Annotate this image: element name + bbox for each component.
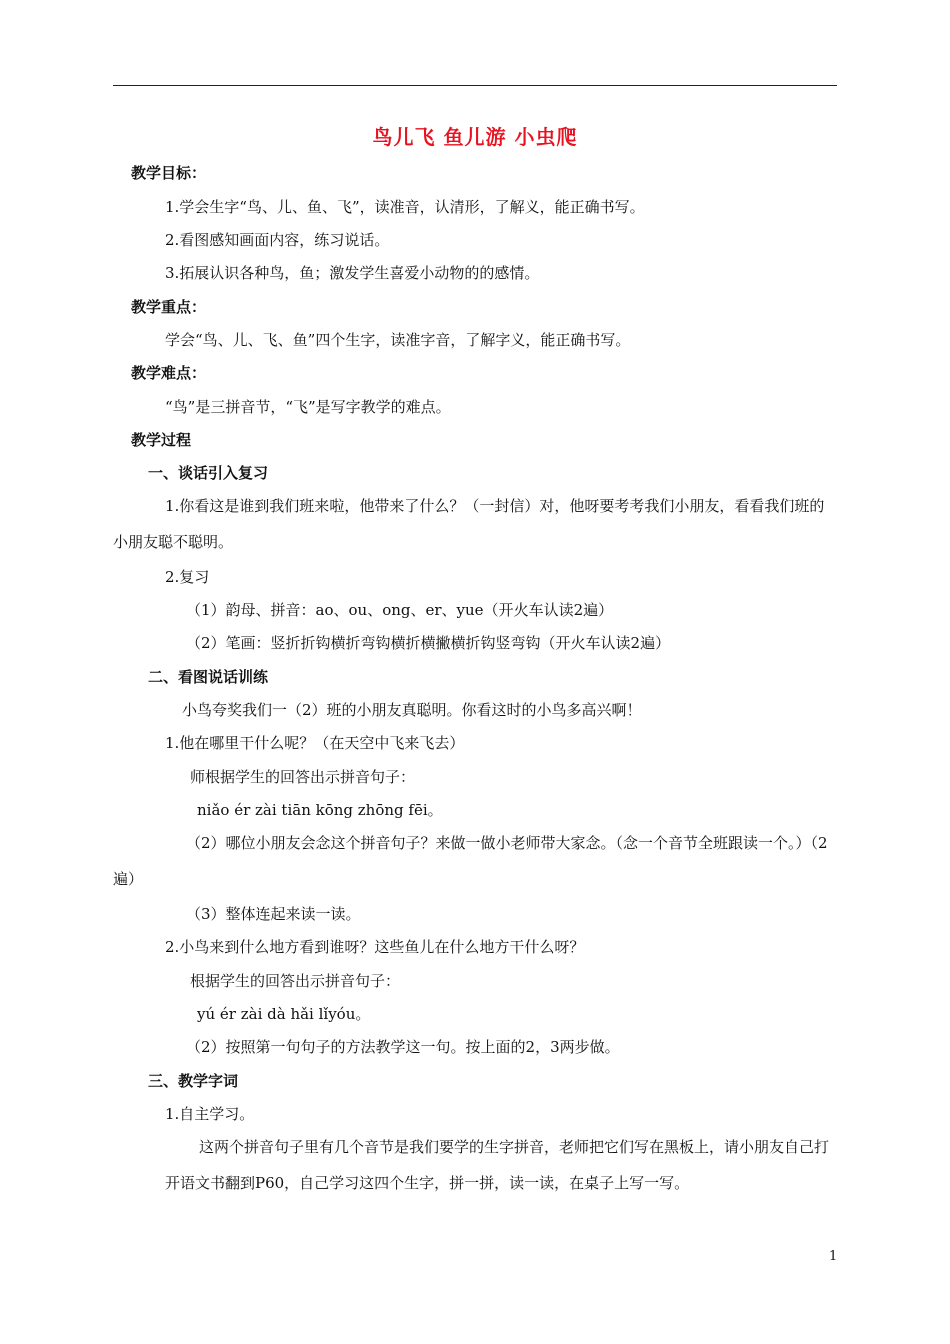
document-title: 鸟儿飞 鱼儿游 小虫爬 [372, 125, 578, 149]
page-number: 1 [829, 1249, 838, 1264]
goal-item-1: 1.学会生字“鸟、儿、鱼、飞”，读准音，认清形，了解义，能正确书写。 [165, 198, 645, 216]
section-2-question-1: 1.他在哪里干什么呢？（在天空中飞来飞去） [165, 734, 465, 752]
process-heading: 教学过程 [131, 431, 192, 449]
header-rule [113, 85, 837, 86]
difficulties-heading: 教学难点： [131, 364, 207, 382]
section-2-question-1-step-2: （2）哪位小朋友会念这个拼音句子？来做一做小老师带大家念。（念一个音节全班跟读一个。）（2遍） [113, 834, 828, 888]
section-2-intro: 小鸟夸奖我们一（2）班的小朋友真聪明。你看这时的小鸟多高兴啊！ [182, 701, 642, 719]
section-2-question-2-step-2: （2）按照第一句句子的方法教学这一句。按上面的2，3两步做。 [186, 1038, 620, 1056]
goals-heading: 教学目标： [131, 164, 207, 182]
section-2-heading: 二、看图说话训练 [148, 668, 269, 686]
key-points-heading: 教学重点： [131, 298, 207, 316]
difficulties-text: “鸟”是三拼音节，“飞”是写字教学的难点。 [165, 398, 451, 416]
section-1-heading: 一、谈话引入复习 [148, 464, 269, 482]
section-3-heading: 三、教学字词 [148, 1072, 239, 1090]
section-1-review-2: （2）笔画：竖折折钩横折弯钩横折横撇横折钩竖弯钩（开火车认读2遍） [186, 634, 671, 652]
section-1-paragraph-1: 1.你看这是谁到我们班来啦，他带来了什么？（一封信）对，他呀要考考我们小朋友，看看我们班的小朋友聪不聪明。 [113, 497, 825, 551]
key-points-text: 学会“鸟、儿、飞、鱼”四个生字，读准字音，了解字义，能正确书写。 [165, 331, 631, 349]
section-1-review-1: （1）韵母、拼音：ao、ou、ong、er、yue（开火车认读2遍） [186, 601, 614, 619]
goal-item-2: 2.看图感知画面内容，练习说话。 [165, 231, 390, 249]
section-2-question-2: 2.小鸟来到什么地方看到谁呀？这些鱼儿在什么地方干什么呀？ [165, 938, 585, 956]
goal-item-3: 3.拓展认识各种鸟，鱼；激发学生喜爱小动物的的感情。 [165, 264, 540, 282]
section-2-question-1-show: 师根据学生的回答出示拼音句子： [190, 768, 416, 786]
section-3-paragraph-1: 1.自主学习。 [165, 1105, 255, 1123]
pinyin-sentence-2: yú ér zài dà hǎi lǐyóu。 [197, 1005, 371, 1023]
section-2-question-1-step-3: （3）整体连起来读一读。 [186, 905, 361, 923]
section-2-question-2-show: 根据学生的回答出示拼音句子： [190, 972, 401, 990]
section-1-paragraph-2: 2.复习 [165, 568, 210, 586]
pinyin-sentence-1: niǎo ér zài tiān kōng zhōng fēi。 [197, 801, 443, 819]
section-3-paragraph-2: 这两个拼音句子里有几个音节是我们要学的生字拼音，老师把它们写在黑板上，请小朋友自己打开语文书翻到P60，自己学习这四个生字，拼一拼，读一读，在桌子上写一写。 [165, 1138, 830, 1192]
